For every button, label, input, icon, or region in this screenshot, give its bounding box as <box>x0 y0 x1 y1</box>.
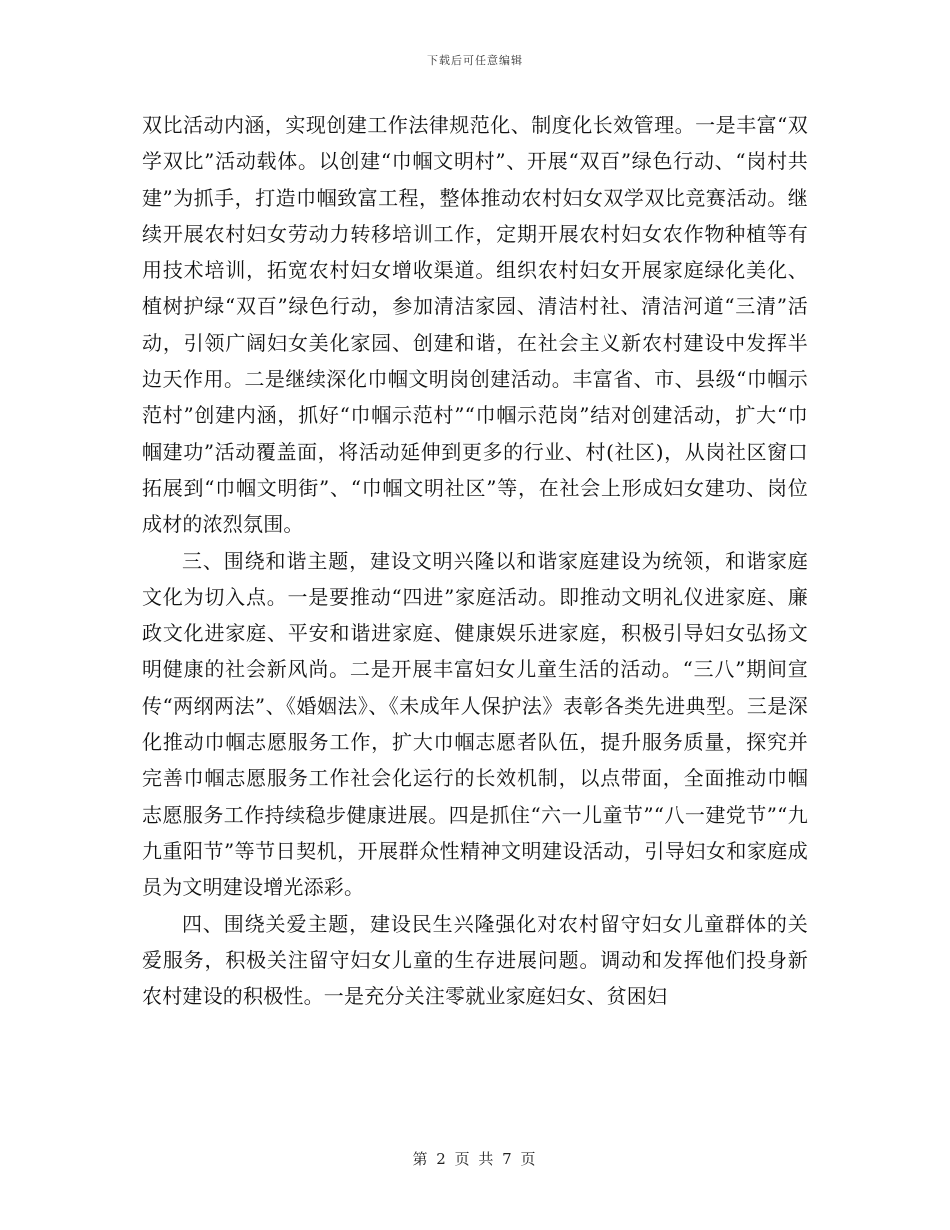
paragraph-2: 三、围绕和谐主题，建设文明兴隆以和谐家庭建设为统领，和谐家庭文化为切入点。一是要推动“四进”家庭活动。即推动文明礼仪进家庭、廉政文化进家庭、平安和谐进家庭、健康娱乐进家庭，积极引导妇女弘扬文明健康的社会新风尚。二是开展丰富妇女儿童生活的活动。“三八”期间宣传“两纲两法”、《婚姻法》、《未成年人保护法》表彰各类先进典型。三是深化推动巾帼志愿服务工作，扩大巾帼志愿者队伍，提升服务质量，探究并完善巾帼志愿服务工作社会化运行的长效机制，以点带面，全面推动巾帼志愿服务工作持续稳步健康进展。四是抓住“六一儿童节”“八一建党节”“九九重阳节”等节日契机，开展群众性精神文明建设活动，引导妇女和家庭成员为文明建设增光添彩。 <box>142 548 808 900</box>
header-note: 下载后可任意编辑 <box>427 54 523 67</box>
document-body <box>142 107 808 1057</box>
paragraph-3: 四、围绕关爱主题，建设民生兴隆强化对农村留守妇女儿童群体的关爱服务，积极关注留守妇女儿童的生存进展问题。调动和发挥他们投身新农村建设的积极性。一是充分关注零就业家庭妇女、贫困妇 <box>142 911 808 1009</box>
paragraph-1: 双比活动内涵，实现创建工作法律规范化、制度化长效管理。一是丰富“双学双比”活动载体。以创建“巾帼文明村”、开展“双百”绿色行动、“岗村共建”为抓手，打造巾帼致富工程，整体推动农村妇女双学双比竞赛活动。继续开展农村妇女劳动力转移培训工作，定期开展农村妇女农作物种植等有用技术培训，拓宽农村妇女增收渠道。组织农村妇女开展家庭绿化美化、植树护绿“双百”绿色行动，参加清洁家园、清洁村社、清洁河道“三清”活动，引领广阔妇女美化家园、创建和谐，在社会主义新农村建设中发挥半边天作用。二是继续深化巾帼文明岗创建活动。丰富省、市、县级“巾帼示范村”创建内涵，抓好“巾帼示范村”“巾帼示范岗”结对创建活动，扩大“巾帼建功”活动覆盖面，将活动延伸到更多的行业、村(社区)，从岗社区窗口拓展到“巾帼文明街”、“巾帼文明社区”等，在社会上形成妇女建功、岗位成材的浓烈氛围。 <box>142 113 808 537</box>
page-number: 第 2 页 共 7 页 <box>412 1150 538 1168</box>
